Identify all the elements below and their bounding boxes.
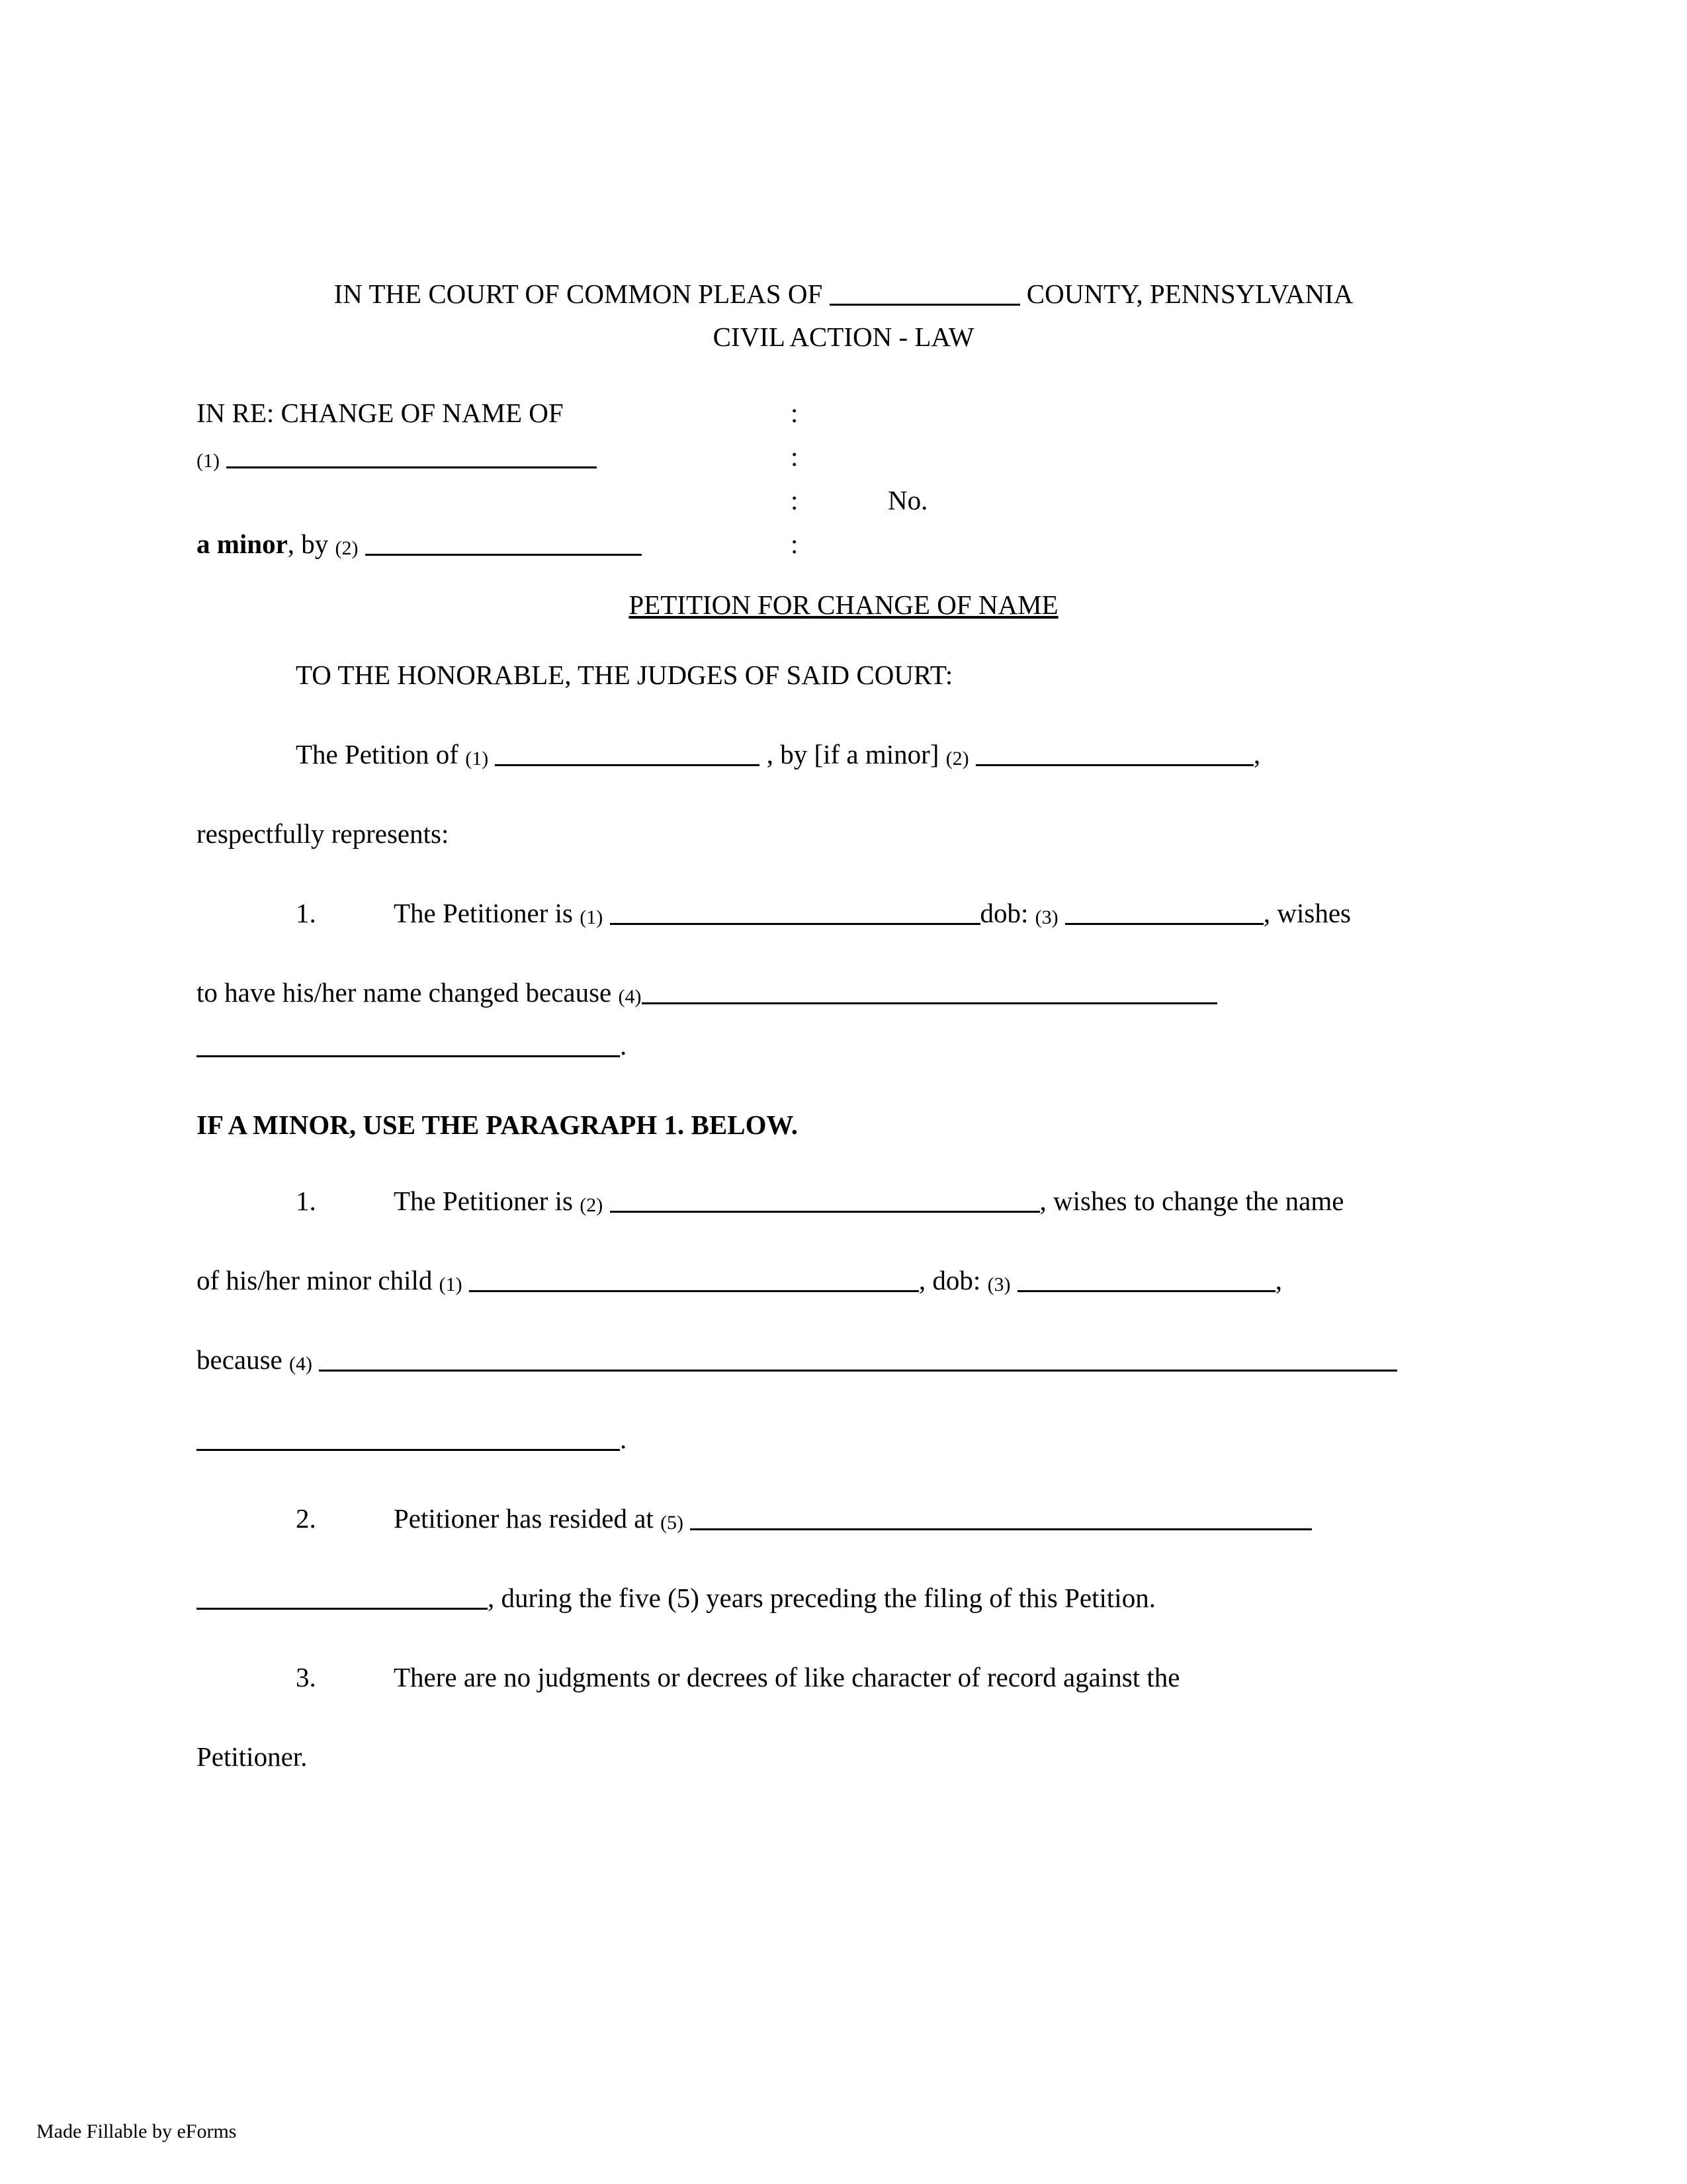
petitioner-name-blank[interactable] [610, 903, 980, 925]
paragraph-3-line-2-wrap [196, 1743, 1467, 1770]
paragraph-3-text: There are no judgments or decrees of like character of record against the [394, 1662, 1180, 1692]
residence-blank-line-1[interactable] [690, 1508, 1312, 1530]
caption-name-field [196, 441, 597, 472]
reason-blank-line-1[interactable] [642, 983, 1217, 1004]
respectfully-represents-text: respectfully represents: [196, 818, 449, 849]
marker-1: (1) [465, 748, 489, 769]
minor-reason-blank-line-2[interactable] [196, 1429, 620, 1451]
civil-action-label: CIVIL ACTION - LAW [713, 322, 974, 352]
paragraph-2-line-2-wrap [196, 1585, 1467, 1612]
dob-blank[interactable] [1065, 903, 1264, 925]
marker-4: (4) [618, 986, 642, 1008]
paragraph-1-minor-line-3-wrap [196, 1346, 1467, 1374]
paragraph-1-part-3: , wishes [1263, 898, 1351, 928]
marker-3: (3) [1035, 906, 1059, 928]
minor-reason-blank-line-1[interactable] [319, 1350, 1397, 1372]
paragraph-3-line-2 [196, 1743, 1467, 1770]
because-label: because [196, 1344, 289, 1375]
paragraph-2-number: 2. [296, 1503, 316, 1534]
paragraph-1-minor-line-4 [196, 1426, 1467, 1453]
paragraph-1-line-2-wrap [196, 979, 1467, 1006]
paragraph-3 [196, 1664, 1467, 1691]
civil-action-line [0, 321, 1687, 353]
minor-dob-blank[interactable] [1017, 1270, 1276, 1292]
marker-1: (1) [439, 1274, 462, 1295]
salutation-line [196, 662, 1467, 689]
salutation-text: TO THE HONORABLE, THE JUDGES OF SAID COURT: [296, 660, 953, 690]
minor-instruction-heading [196, 1112, 1467, 1139]
minor-by-field [196, 528, 642, 560]
paragraph-1 [196, 900, 1467, 927]
marker-4: (4) [289, 1353, 312, 1375]
paragraph-2 [196, 1505, 1467, 1532]
county-blank[interactable] [830, 284, 1020, 306]
minor-guardian-blank[interactable] [976, 744, 1254, 766]
intro-part-1: The Petition of [296, 739, 466, 769]
petitioner-word: Petitioner. [196, 1741, 308, 1772]
caption-row-minor [196, 528, 1467, 572]
intro-part-3: , [1253, 739, 1261, 769]
paragraph-3-line-1 [196, 1664, 1467, 1691]
caption-colon: : [791, 398, 799, 428]
intro-continuation [196, 820, 1467, 848]
in-re-label: IN RE: CHANGE OF NAME OF [196, 398, 564, 428]
paragraph-1-number: 1. [296, 898, 316, 928]
caption-block [196, 397, 1467, 572]
paragraph-1-minor-line-2-wrap [196, 1267, 1467, 1294]
paragraph-1-minor-line-3 [196, 1346, 1467, 1374]
marker-1: (1) [580, 906, 603, 928]
marker-3: (3) [987, 1274, 1011, 1295]
a-minor-label: a minor [196, 529, 288, 559]
caption-row-number [196, 484, 1467, 528]
paragraph-1-line-1 [196, 900, 1467, 927]
paragraph-1-minor-part-2: , wishes to change the name [1039, 1186, 1344, 1216]
minor-child-label: of his/her minor child [196, 1265, 439, 1295]
five-years-text: , during the five (5) years preceding the filing of this Petition. [488, 1583, 1156, 1613]
petition-title [0, 589, 1687, 621]
paragraph-2-line-2 [196, 1585, 1467, 1612]
paragraph-1-minor-part-3: , [1275, 1265, 1283, 1295]
minor-dob-label: , dob: [918, 1265, 988, 1295]
petition-title-text: PETITION FOR CHANGE OF NAME [628, 590, 1059, 620]
court-header-suffix: COUNTY, PENNSYLVANIA [1019, 279, 1354, 309]
paragraph-3-number: 3. [296, 1662, 316, 1692]
intro-paragraph [196, 741, 1467, 768]
paragraph-1-minor-period: . [620, 1424, 627, 1454]
paragraph-1-line-2 [196, 979, 1467, 1006]
docket-number-label: No. [888, 485, 928, 515]
marker-1: (1) [196, 450, 220, 472]
marker-2: (2) [945, 748, 969, 769]
paragraph-1-minor-line-1 [196, 1188, 1467, 1215]
intro-line-1 [196, 741, 1467, 768]
court-header-line-1 [0, 278, 1687, 310]
footer-credit-text: Made Fillable by eForms [36, 2120, 237, 2142]
paragraph-1-minor-number: 1. [296, 1186, 316, 1216]
child-name-blank[interactable] [226, 447, 597, 468]
paragraph-1-line-3-wrap [196, 1032, 1467, 1059]
paragraph-1-minor-line-4-wrap [196, 1426, 1467, 1453]
petitioner-name-blank[interactable] [495, 744, 759, 766]
paragraph-1-line-3 [196, 1032, 1467, 1059]
parent-name-blank[interactable] [365, 534, 642, 556]
by-label: , by [287, 529, 335, 559]
paragraph-1-minor-part-1: The Petitioner is [394, 1186, 580, 1216]
resided-at-label: Petitioner has resided at [394, 1503, 661, 1534]
parent-petitioner-blank[interactable] [610, 1191, 1040, 1213]
marker-5: (5) [660, 1512, 684, 1534]
caption-colon: : [791, 529, 799, 559]
paragraph-1-minor-line-2 [196, 1267, 1467, 1294]
residence-blank-line-2[interactable] [196, 1588, 488, 1610]
caption-row-in-re [196, 397, 1467, 441]
marker-2: (2) [335, 537, 359, 559]
caption-row-name-blank [196, 441, 1467, 484]
paragraph-1-minor [196, 1188, 1467, 1215]
footer-credit [36, 2120, 236, 2143]
minor-instruction-text: IF A MINOR, USE THE PARAGRAPH 1. BELOW. [196, 1110, 798, 1140]
caption-colon: : [791, 485, 799, 515]
caption-colon: : [791, 441, 799, 472]
paragraph-1-part-1: The Petitioner is [394, 898, 580, 928]
name-changed-because-label: to have his/her name changed because [196, 977, 619, 1008]
intro-part-2: , by [if a minor] [759, 739, 946, 769]
marker-2: (2) [580, 1194, 603, 1216]
paragraph-1-period: . [620, 1030, 627, 1061]
minor-child-name-blank[interactable] [469, 1270, 919, 1292]
reason-blank-line-2[interactable] [196, 1035, 620, 1057]
dob-label: dob: [980, 898, 1035, 928]
paragraph-2-line-1 [196, 1505, 1467, 1532]
court-header-prefix: IN THE COURT OF COMMON PLEAS OF [333, 279, 830, 309]
